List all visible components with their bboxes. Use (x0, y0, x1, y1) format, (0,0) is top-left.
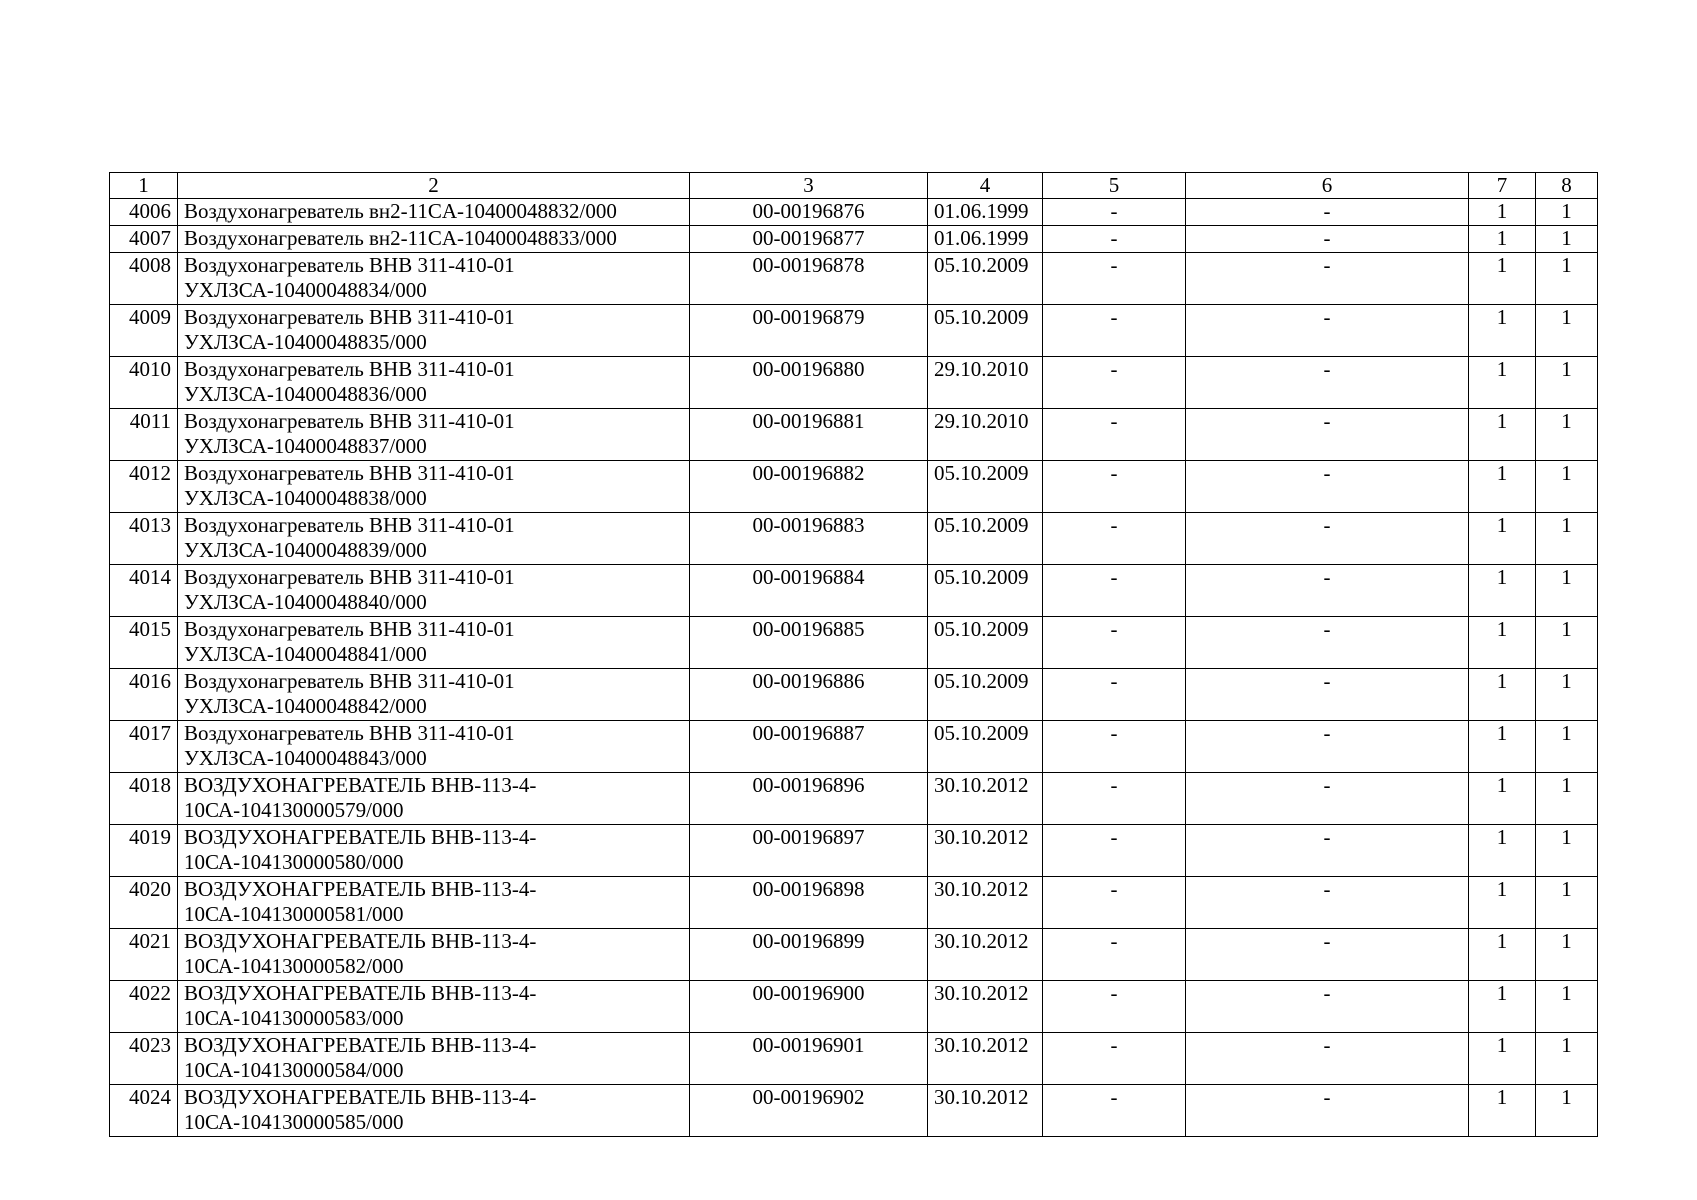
column-6-cell: - (1186, 226, 1469, 253)
column-5-cell: - (1043, 1033, 1186, 1085)
inventory-code-cell: 00-00196887 (690, 721, 928, 773)
item-name-cell: Воздухонагреватель ВНВ 311-410-01 УХЛЗСА-10400048838/000 (178, 461, 690, 513)
column-5-cell: - (1043, 721, 1186, 773)
column-6-cell: - (1186, 929, 1469, 981)
item-name-cell: Воздухонагреватель ВНВ 311-410-01 УХЛЗСА-10400048839/000 (178, 513, 690, 565)
inventory-code-cell: 00-00196899 (690, 929, 928, 981)
column-5-cell: - (1043, 565, 1186, 617)
inventory-code-cell: 00-00196886 (690, 669, 928, 721)
inventory-code-cell: 00-00196898 (690, 877, 928, 929)
column-5-cell: - (1043, 357, 1186, 409)
row-number-cell: 4020 (110, 877, 178, 929)
date-cell: 05.10.2009 (928, 617, 1043, 669)
date-cell: 05.10.2009 (928, 721, 1043, 773)
column-7-cell: 1 (1469, 461, 1536, 513)
table-body (110, 199, 1598, 1137)
column-header-6: 6 (1186, 173, 1469, 199)
row-number-cell: 4012 (110, 461, 178, 513)
column-header-3: 3 (690, 173, 928, 199)
column-header-1: 1 (110, 173, 178, 199)
row-number-cell: 4016 (110, 669, 178, 721)
column-5-cell: - (1043, 305, 1186, 357)
column-7-cell: 1 (1469, 1033, 1536, 1085)
table-row (110, 721, 1598, 773)
column-8-cell: 1 (1536, 461, 1598, 513)
row-number-cell: 4024 (110, 1085, 178, 1137)
header-row (110, 173, 1598, 199)
inventory-code-cell: 00-00196881 (690, 409, 928, 461)
item-name-cell: Воздухонагреватель вн2-11CA-10400048833/000 (178, 226, 690, 253)
column-6-cell: - (1186, 513, 1469, 565)
column-5-cell: - (1043, 877, 1186, 929)
table-row (110, 409, 1598, 461)
table-row (110, 226, 1598, 253)
table-row (110, 565, 1598, 617)
item-name-cell: Воздухонагреватель ВНВ 311-410-01 УХЛЗСА-10400048837/000 (178, 409, 690, 461)
date-cell: 05.10.2009 (928, 513, 1043, 565)
column-8-cell: 1 (1536, 1033, 1598, 1085)
date-cell: 05.10.2009 (928, 565, 1043, 617)
table-row (110, 357, 1598, 409)
date-cell: 05.10.2009 (928, 669, 1043, 721)
row-number-cell: 4014 (110, 565, 178, 617)
date-cell: 30.10.2012 (928, 773, 1043, 825)
column-7-cell: 1 (1469, 565, 1536, 617)
column-8-cell: 1 (1536, 226, 1598, 253)
row-number-cell: 4023 (110, 1033, 178, 1085)
column-header-2: 2 (178, 173, 690, 199)
row-number-cell: 4011 (110, 409, 178, 461)
item-name-cell: Воздухонагреватель ВНВ 311-410-01 УХЛЗСА-10400048843/000 (178, 721, 690, 773)
column-6-cell: - (1186, 461, 1469, 513)
column-7-cell: 1 (1469, 825, 1536, 877)
inventory-code-cell: 00-00196882 (690, 461, 928, 513)
table-row (110, 773, 1598, 825)
item-name-cell: ВОЗДУХОНАГРЕВАТЕЛЬ ВНВ-113-4-10СА-104130000580/000 (178, 825, 690, 877)
column-header-7: 7 (1469, 173, 1536, 199)
column-5-cell: - (1043, 773, 1186, 825)
row-number-cell: 4015 (110, 617, 178, 669)
column-8-cell: 1 (1536, 1085, 1598, 1137)
date-cell: 30.10.2012 (928, 929, 1043, 981)
column-8-cell: 1 (1536, 773, 1598, 825)
row-number-cell: 4009 (110, 305, 178, 357)
row-number-cell: 4019 (110, 825, 178, 877)
table-row (110, 617, 1598, 669)
inventory-code-cell: 00-00196897 (690, 825, 928, 877)
inventory-code-cell: 00-00196878 (690, 253, 928, 305)
column-header-4: 4 (928, 173, 1043, 199)
column-8-cell: 1 (1536, 617, 1598, 669)
table-row (110, 825, 1598, 877)
column-6-cell: - (1186, 1085, 1469, 1137)
table-row (110, 981, 1598, 1033)
column-5-cell: - (1043, 199, 1186, 226)
column-8-cell: 1 (1536, 199, 1598, 226)
item-name-cell: Воздухонагреватель ВНВ 311-410-01 УХЛЗСА-10400048835/000 (178, 305, 690, 357)
column-8-cell: 1 (1536, 253, 1598, 305)
inventory-code-cell: 00-00196901 (690, 1033, 928, 1085)
column-8-cell: 1 (1536, 981, 1598, 1033)
column-5-cell: - (1043, 669, 1186, 721)
inventory-code-cell: 00-00196900 (690, 981, 928, 1033)
inventory-code-cell: 00-00196879 (690, 305, 928, 357)
date-cell: 29.10.2010 (928, 409, 1043, 461)
row-number-cell: 4006 (110, 199, 178, 226)
row-number-cell: 4010 (110, 357, 178, 409)
table-row (110, 513, 1598, 565)
item-name-cell: ВОЗДУХОНАГРЕВАТЕЛЬ ВНВ-113-4-10СА-104130000585/000 (178, 1085, 690, 1137)
table-row (110, 305, 1598, 357)
column-header-8: 8 (1536, 173, 1598, 199)
column-6-cell: - (1186, 565, 1469, 617)
column-7-cell: 1 (1469, 513, 1536, 565)
inventory-code-cell: 00-00196885 (690, 617, 928, 669)
item-name-cell: ВОЗДУХОНАГРЕВАТЕЛЬ ВНВ-113-4-10СА-104130000579/000 (178, 773, 690, 825)
date-cell: 30.10.2012 (928, 877, 1043, 929)
item-name-cell: Воздухонагреватель ВНВ 311-410-01 УХЛЗСА-10400048842/000 (178, 669, 690, 721)
column-7-cell: 1 (1469, 617, 1536, 669)
item-name-cell: Воздухонагреватель ВНВ 311-410-01 УХЛЗСА-10400048840/000 (178, 565, 690, 617)
column-8-cell: 1 (1536, 669, 1598, 721)
date-cell: 05.10.2009 (928, 305, 1043, 357)
table-row (110, 253, 1598, 305)
date-cell: 05.10.2009 (928, 461, 1043, 513)
column-7-cell: 1 (1469, 721, 1536, 773)
column-7-cell: 1 (1469, 226, 1536, 253)
column-6-cell: - (1186, 617, 1469, 669)
item-name-cell: ВОЗДУХОНАГРЕВАТЕЛЬ ВНВ-113-4-10СА-104130000581/000 (178, 877, 690, 929)
date-cell: 05.10.2009 (928, 253, 1043, 305)
date-cell: 29.10.2010 (928, 357, 1043, 409)
table-row (110, 1033, 1598, 1085)
inventory-code-cell: 00-00196896 (690, 773, 928, 825)
table-row (110, 929, 1598, 981)
column-6-cell: - (1186, 199, 1469, 226)
date-cell: 01.06.1999 (928, 226, 1043, 253)
column-7-cell: 1 (1469, 669, 1536, 721)
row-number-cell: 4008 (110, 253, 178, 305)
column-5-cell: - (1043, 513, 1186, 565)
item-name-cell: Воздухонагреватель ВНВ 311-410-01 УХЛЗСА-10400048836/000 (178, 357, 690, 409)
inventory-code-cell: 00-00196883 (690, 513, 928, 565)
column-6-cell: - (1186, 253, 1469, 305)
column-8-cell: 1 (1536, 357, 1598, 409)
column-6-cell: - (1186, 877, 1469, 929)
column-5-cell: - (1043, 825, 1186, 877)
table-row (110, 199, 1598, 226)
column-5-cell: - (1043, 981, 1186, 1033)
column-7-cell: 1 (1469, 929, 1536, 981)
row-number-cell: 4013 (110, 513, 178, 565)
column-8-cell: 1 (1536, 929, 1598, 981)
column-6-cell: - (1186, 409, 1469, 461)
column-7-cell: 1 (1469, 1085, 1536, 1137)
column-7-cell: 1 (1469, 409, 1536, 461)
item-name-cell: ВОЗДУХОНАГРЕВАТЕЛЬ ВНВ-113-4-10СА-104130000584/000 (178, 1033, 690, 1085)
inventory-code-cell: 00-00196876 (690, 199, 928, 226)
column-7-cell: 1 (1469, 357, 1536, 409)
column-7-cell: 1 (1469, 877, 1536, 929)
inventory-code-cell: 00-00196884 (690, 565, 928, 617)
column-6-cell: - (1186, 669, 1469, 721)
inventory-code-cell: 00-00196877 (690, 226, 928, 253)
column-8-cell: 1 (1536, 409, 1598, 461)
item-name-cell: Воздухонагреватель ВНВ 311-410-01 УХЛЗСА-10400048841/000 (178, 617, 690, 669)
column-6-cell: - (1186, 721, 1469, 773)
column-8-cell: 1 (1536, 513, 1598, 565)
row-number-cell: 4022 (110, 981, 178, 1033)
table-row (110, 877, 1598, 929)
column-6-cell: - (1186, 357, 1469, 409)
column-6-cell: - (1186, 773, 1469, 825)
table-row (110, 1085, 1598, 1137)
column-8-cell: 1 (1536, 877, 1598, 929)
column-5-cell: - (1043, 409, 1186, 461)
inventory-code-cell: 00-00196902 (690, 1085, 928, 1137)
column-6-cell: - (1186, 1033, 1469, 1085)
column-6-cell: - (1186, 305, 1469, 357)
date-cell: 01.06.1999 (928, 199, 1043, 226)
date-cell: 30.10.2012 (928, 825, 1043, 877)
column-8-cell: 1 (1536, 825, 1598, 877)
item-name-cell: Воздухонагреватель вн2-11CA-10400048832/000 (178, 199, 690, 226)
date-cell: 30.10.2012 (928, 1033, 1043, 1085)
row-number-cell: 4007 (110, 226, 178, 253)
column-5-cell: - (1043, 461, 1186, 513)
column-7-cell: 1 (1469, 253, 1536, 305)
column-5-cell: - (1043, 617, 1186, 669)
row-number-cell: 4021 (110, 929, 178, 981)
table-row (110, 669, 1598, 721)
row-number-cell: 4018 (110, 773, 178, 825)
column-8-cell: 1 (1536, 305, 1598, 357)
column-7-cell: 1 (1469, 305, 1536, 357)
column-5-cell: - (1043, 1085, 1186, 1137)
item-name-cell: Воздухонагреватель ВНВ 311-410-01 УХЛЗСА-10400048834/000 (178, 253, 690, 305)
table-row (110, 461, 1598, 513)
column-7-cell: 1 (1469, 773, 1536, 825)
column-5-cell: - (1043, 929, 1186, 981)
item-name-cell: ВОЗДУХОНАГРЕВАТЕЛЬ ВНВ-113-4-10СА-104130000583/000 (178, 981, 690, 1033)
item-name-cell: ВОЗДУХОНАГРЕВАТЕЛЬ ВНВ-113-4-10СА-104130000582/000 (178, 929, 690, 981)
date-cell: 30.10.2012 (928, 981, 1043, 1033)
column-7-cell: 1 (1469, 981, 1536, 1033)
column-header-5: 5 (1043, 173, 1186, 199)
column-8-cell: 1 (1536, 565, 1598, 617)
column-6-cell: - (1186, 825, 1469, 877)
inventory-table (109, 172, 1598, 1137)
column-5-cell: - (1043, 253, 1186, 305)
row-number-cell: 4017 (110, 721, 178, 773)
date-cell: 30.10.2012 (928, 1085, 1043, 1137)
column-5-cell: - (1043, 226, 1186, 253)
column-7-cell: 1 (1469, 199, 1536, 226)
column-6-cell: - (1186, 981, 1469, 1033)
column-8-cell: 1 (1536, 721, 1598, 773)
inventory-code-cell: 00-00196880 (690, 357, 928, 409)
